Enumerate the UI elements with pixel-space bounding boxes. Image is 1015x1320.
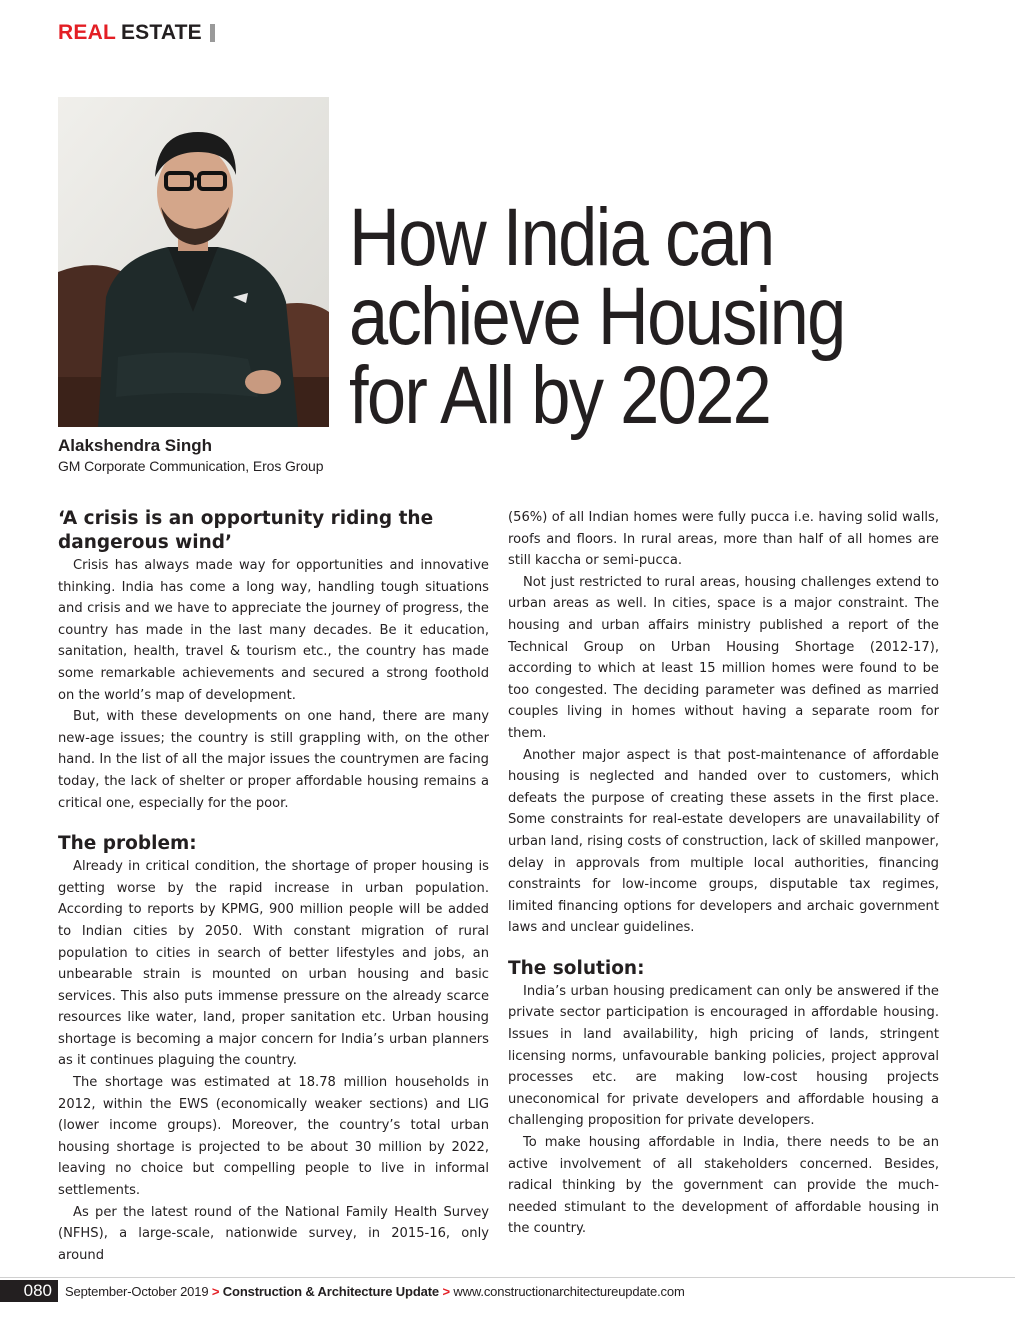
- paragraph: To make housing affordable in India, there needs to be an active involvement of all stakeholders concerned. Besides, radical thinking by the government can provide the much-needed stimulant to the development of affordable housing in the country.: [508, 1135, 939, 1237]
- author-photo: [58, 97, 329, 427]
- article-column-right: [508, 507, 939, 1240]
- paragraph: India’s urban housing predicament can only be answered if the private sector participation is encouraged in affordable housing. Issues in land availability, high pricing of lands, stringent licensing norms, unfavourable banking policies, project approval processes etc. are making low-cost housing projects uneconomical for private developers and affordable housing a challenging proposition for private developers.: [508, 983, 939, 1129]
- paragraph: Another major aspect is that post-maintenance of affordable housing is neglected and handed over to customers, which defeats the purpose of creating these assets in the first place. Some constraints for real-estate developers are unavailability of urban land, rising costs of construction, lack of skilled manpower, delay in approvals from multiple local authorities, financing constraints for low-income groups, disputable tax regimes, limited financing options for developers and archaic government laws and unclear guidelines.: [508, 747, 939, 936]
- paragraph: Not just restricted to rural areas, housing challenges extend to urban areas as well. In cities, space is a major constraint. The housing and urban affairs ministry published a report of the Technical Group on Urban Housing Shortage (2012-17), according to which at least 15 million homes were found to be too congested. The deciding parameter was defined as married couples living in homes without having a separate room for them.: [508, 574, 939, 741]
- paragraph: The shortage was estimated at 18.78 million households in 2012, within the EWS (economically weaker sections) and LIG (lower income groups). Moreover, the country’s total urban housing shortage is projected to be about 30 million by 2022, leaving no choice but compelling people to live in informal settlements.: [58, 1075, 489, 1199]
- section-divider: [210, 24, 215, 42]
- headline-line-2: achieve Housing: [349, 271, 845, 362]
- headline-line-3: for All by 2022: [349, 350, 771, 441]
- chevron-right-icon: >: [211, 1284, 220, 1299]
- section-label-estate: ESTATE: [120, 21, 202, 44]
- paragraph: As per the latest round of the National Family Health Survey (NFHS), a large-scale, nationwide survey, in 2015-16, only around: [58, 1204, 489, 1263]
- footer-info: [65, 1283, 685, 1301]
- section-header: [58, 20, 215, 46]
- page-number: 080: [0, 1280, 58, 1302]
- magazine-name: Construction & Architecture Update: [222, 1284, 439, 1299]
- author-title: GM Corporate Communication, Eros Group: [58, 458, 324, 474]
- article-headline: [349, 192, 882, 441]
- subheading-solution: The solution:: [508, 957, 645, 979]
- author-name: Alakshendra Singh: [58, 436, 212, 455]
- paragraph: Crisis has always made way for opportunities and innovative thinking. India has come a long way, handling tough situations and crisis and we have to appreciate the journey of progress, the country has made in the last many decades. Be it education, sanitation, health, travel & tourism etc., the country has made some remarkable achievements and secured a strong foothold on the world’s map of development.: [58, 558, 489, 703]
- article-column-left: [58, 507, 489, 1266]
- subheading-crisis: ‘A crisis is an opportunity riding the dangerous wind’: [58, 508, 434, 553]
- website-link[interactable]: www.constructionarchitectureupdate.com: [453, 1284, 685, 1299]
- paragraph-continued: (56%) of all Indian homes were fully pucca i.e. having solid walls, roofs and floors. In rural areas, more than half of all homes are still kaccha or semi-pucca.: [508, 510, 939, 569]
- paragraph: Already in critical condition, the shortage of proper housing is getting worse by the rapid increase in urban population. According to reports by KPMG, 900 million people will be added to Indian cities by 2050. With constant migration of rural population to cities in search of better lifestyles and jobs, an unbearable strain is mounted on urban housing and basic services. This also puts immense pressure on the already scarce resources like water, land, proper sanitation etc. Urban housing shortage is becoming a major concern for India’s urban planners as it continues plaguing the country.: [58, 859, 489, 1069]
- section-label-real: REAL: [58, 21, 116, 44]
- subheading-problem: The problem:: [58, 833, 197, 855]
- headline-line-1: How India can: [349, 192, 774, 283]
- paragraph: But, with these developments on one hand, there are many new-age issues; the country is still grappling with, on the other hand. In the list of all the major issues the countrymen are facing today, the lack of shelter or proper affordable housing remains a critical one, especially for the poor.: [58, 709, 489, 811]
- chevron-right-icon: >: [442, 1284, 450, 1299]
- issue-date: September-October 2019: [65, 1284, 209, 1299]
- footer-divider: [0, 1277, 1015, 1278]
